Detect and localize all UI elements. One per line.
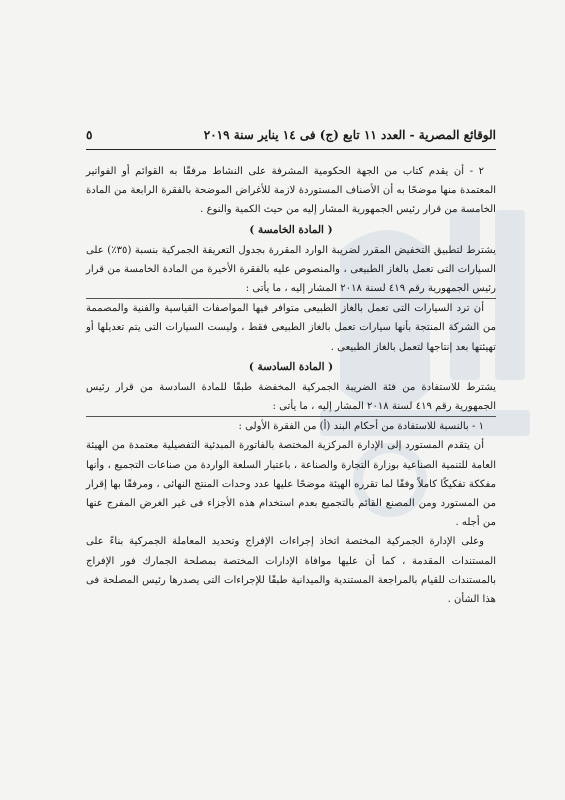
article-5-heading: ( المادة الخامسة ) [249,223,333,236]
page-header [86,128,496,150]
document-page [86,128,496,609]
article-6-heading: ( المادة السادسة ) [248,360,334,373]
customs-release-paragraph: وعلى الإدارة الجمركية المختصة اتخاذ إجراءات الإفراج وتحديد المعاملة الجمركية بناءً على المستندات المقدمة ، كما أن عليها موافاة الإدارات المختصة بمصلحة الجمارك فور الإفراج بالمستندات للقيام بالمراجعة المستندية والميدانية طبقًا للإجراءات التى يصدرها رئيس المصلحة فى هذا الشأن . [86,536,496,606]
article-5-paragraph: يشترط لتطبيق التخفيض المقرر لضريبة الوارد المقررة بجدول التعريفة الجمركية بنسبة (٣٥٪) على السيارات التى تعمل بالغاز الطبيعى ، والمنصوص عليه بالفقرة الأخيرة من المادة الخامسة من قرار رئيس الجمهورية رقم ٤١٩ لسنة ٢٠١٨ المشار إليه ، ما يأتى : [86,241,496,300]
importer-invoice-paragraph: أن يتقدم المستورد إلى الإدارة المركزية المختصة بالفاتورة المبدئية التفصيلية معتمدة من الهيئة العامة للتنمية الصناعية بوزارة التجارة والصناعة ، باعتبار السلعة الواردة من صناعات التجميع ، وأنها مفككة تفكيكًا كاملاً وفقًا لما تقرره الهيئة موضحًا عليها عدد وحدات المنتج النهائى ، ومرفقًا بها إقرار من المستورد ومن المصنع القائم بالتجميع بعدم استخدام هذه الأجزاء فى غير الغرض المفرج عنها من أجله . [86,440,496,529]
article-6-paragraph: يشترط للاستفادة من فئة الضريبة الجمركية المخفضة طبقًا للمادة السادسة من قرار رئيس الجمهورية رقم ٤١٩ لسنة ٢٠١٨ المشار إليه ، ما يأتى : [86,378,496,417]
item-1-paragraph: ١ - بالنسبة للاستفادة من أحكام البند (أ) من الفقرة الأولى : [238,421,484,433]
page-number: ٥ [86,128,93,142]
paragraph-item-2: ٢ - أن يقدم كتاب من الجهة الحكومية المشرفة على النشاط مرفقًا به القوائم أو الفواتير المعتمدة منها موضحًا به أن الأصناف المستوردة لازمة للأغراض الموضحة بالفقرة الرابعة من المادة الخامسة من قرار رئيس الجمهورية المشار إليه من حيث الكمية والنوع . [86,166,496,216]
car-gas-requirement-paragraph: أن ترد السيارات التى تعمل بالغاز الطبيعى متوافر فيها المواصفات القياسية والفنية والمصممة من الشركة المنتجة بأنها سيارات تعمل بالغاز الطبيعى فقط ، وليست السيارات التى يتم تعديلها أو تهيئتها بعد إنتاجها لتعمل بالغاز الطبيعى . [86,303,496,353]
header-title: الوقائع المصرية - العدد ١١ تابع (ج) فى ١٤ يناير سنة ٢٠١٩ [203,128,496,142]
